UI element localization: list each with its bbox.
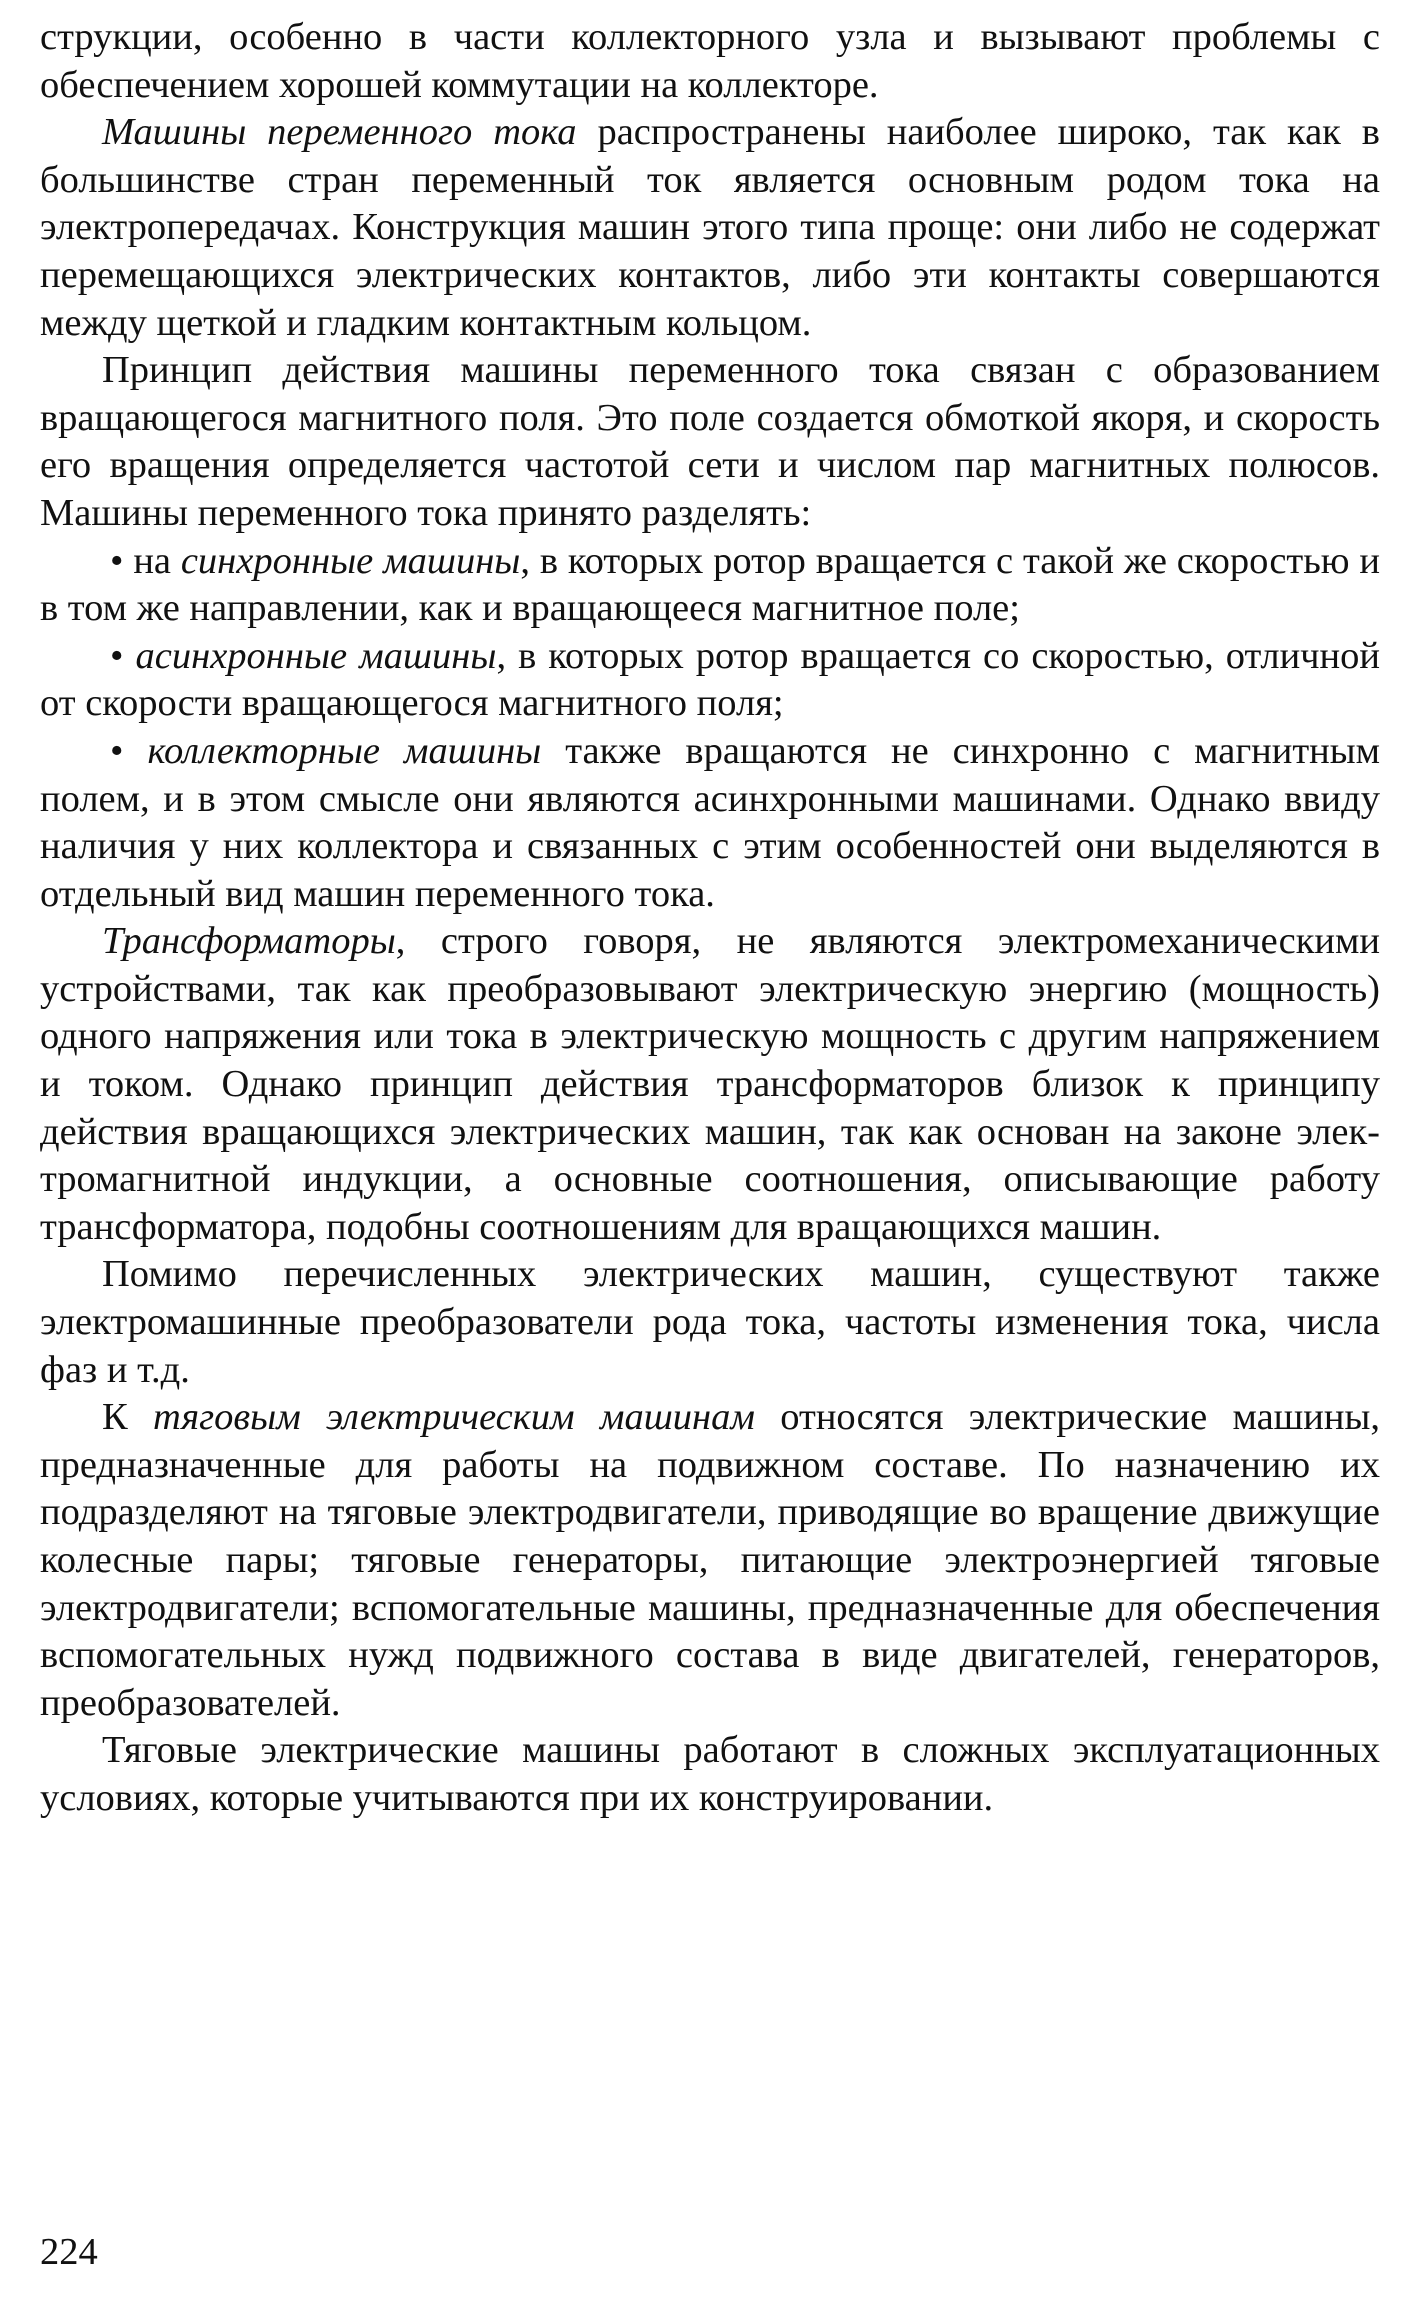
text-segment: , строго говоря, не являются электромеханическими устройствами, так как преобразовывают электрическую энергию (мощность) одного напряжения или тока в электрическую мощность с другим напряжением и током. Однако принцип действия трансформаторов близок к принципу действия вращающихся электрических машин, так как основан на законе электромагнитной индукции, а основные соотношения, описывающие работу трансформатора, подобны соотношениям для вращающихся машин. [40,920,1380,1248]
text-segment: • на [110,539,181,582]
text-segment: • [110,634,136,677]
text-segment: Помимо перечисленных электрических машин, существуют также электромашинные преобразователи рода тока, частоты изменения тока, числа фаз и т.д. [40,1253,1380,1391]
paragraph-1 [40,14,1380,109]
italic-term: Машины переменного тока [102,111,577,154]
italic-term: синхронные машины [180,539,521,582]
text-segment: К [102,1396,153,1439]
text-segment: , в которых ротор вращается с такой же скоростью и в том же направлении, как и вращающееся магнитное поле; [40,539,1380,630]
paragraph-2 [40,109,1380,347]
paragraph-3 [40,347,1380,537]
paragraph-7 [40,918,1380,1251]
italic-term: коллекторные машины [147,729,542,772]
italic-term: Трансформаторы [102,920,396,963]
page-body [40,14,1380,1823]
text-segment: относятся электрические машины, предназначенные для работы на подвижном составе. По назначению их подразделяют на тяговые электродвигатели, приводящие во вращение движущие колесные пары; тяговые генераторы, питающие электроэнергией тяговые электродвигатели; вспомогательные машины, предназначенные для обеспечения вспомогательных нужд подвижного состава в виде двигателей, генераторов, преобразователей. [40,1396,1381,1724]
bullet-item-1 [40,538,1380,633]
paragraph-10 [40,1727,1380,1822]
page-number: 224 [40,2231,98,2273]
paragraph-8 [40,1251,1380,1394]
italic-term: асинхронные машины [135,634,497,677]
paragraph-9 [40,1394,1380,1727]
text-segment: распространены наиболее широко, так как в большинстве стран переменный ток является основным родом тока на электропередачах. Конструкция машин этого типа проще: они либо не содержат перемещающихся электрических контактов, либо эти контакты совершаются между щеткой и гладким контактным кольцом. [40,111,1380,344]
text-segment: , в которых ротор вращается со скоростью, отличной от скорости вращающегося магнитного поля; [40,634,1380,725]
text-segment: Принцип действия машины переменного тока связан с образованием вращающегося магнитного поля. Это поле создается обмоткой якоря, и скорость его вращения определяется частотой сети и числом пар магнитных полюсов. Машины переменного тока принято разделять: [40,349,1380,534]
text-segment: также вращаются не синхронно с магнитным полем, и в этом смысле они являются асинхронными машинами. Однако ввиду наличия у них коллектора и связанных с этим особенностей они выделяются в отдельный вид машин переменного тока. [40,729,1380,915]
italic-term: тяговым электрическим машинам [152,1396,755,1439]
bullet-item-3 [40,728,1380,918]
text-segment: Тяговые электрические машины работают в сложных эксплуатационных условиях, которые учитываются при их конструировании. [40,1729,1380,1819]
text-segment: • [110,729,148,772]
bullet-item-2 [40,633,1380,728]
text-segment: струкции, особенно в части коллекторного узла и вызывают проблемы с обеспечением хорошей коммутации на коллекторе. [40,16,1380,106]
